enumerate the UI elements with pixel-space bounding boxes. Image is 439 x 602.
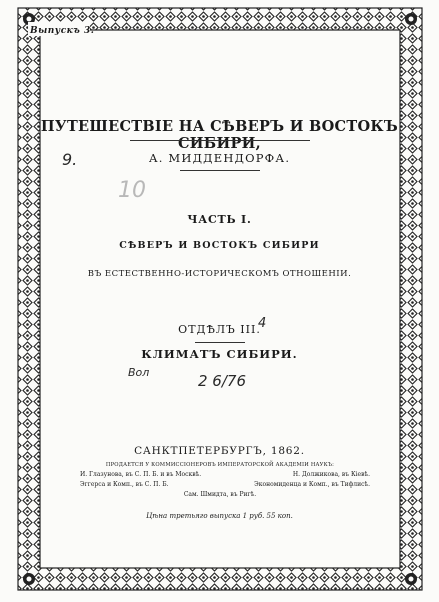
author-name: А. МИДДЕНДОРФА. [148, 151, 291, 165]
publisher-entry: Экономиденца и Комп., въ Тифлисѣ. [254, 481, 370, 488]
handwritten-section-number: 4 [258, 316, 267, 331]
part-heading: ЧАСТЬ I. [187, 213, 252, 226]
publisher-entry: Н. Должикова, въ Кіевѣ. [292, 471, 370, 478]
publishers-lead: ПРОДАЕТСЯ У КОММИССІОНЕРОВЪ ИМПЕРАТОРСКОЙ АКАДЕМІИ НАУКЪ: [105, 462, 335, 468]
divider-rule [195, 342, 245, 343]
publishers-row [70, 480, 370, 490]
publisher-entry: И. Глазунова, въ С. П. Б. и въ Москвѣ. [80, 471, 202, 478]
section-label: ОТДѢЛЪ [178, 323, 236, 336]
handwritten-call-number: 2 6/76 [198, 372, 246, 390]
part-subtitle: СѢВЕРЪ И ВОСТОКЪ СИБИРИ [119, 240, 320, 251]
section-heading [0, 323, 439, 336]
publisher-entry: Эггерса и Комп., въ С. П. Б. [80, 481, 169, 488]
book-title: ПУТЕШЕСТВІЕ НА СѢВЕРЪ И ВОСТОКЪ СИБИРИ, [40, 118, 399, 152]
pencil-mark: 10 [118, 178, 146, 203]
issue-label: Выпускъ 3. [30, 26, 95, 36]
section-title: КЛИМАТЪ СИБИРИ. [141, 347, 298, 361]
publisher-entry: Сам. Шмидта, въ Ригѣ. [183, 491, 257, 498]
handwritten-mark: 9. [62, 150, 78, 169]
publishers-block [70, 460, 370, 500]
imprint-city-year: САНКТПЕТЕРБУРГЪ, 1862. [134, 445, 305, 457]
publishers-row [70, 470, 370, 480]
price-line: Цѣна третьяго выпуска 1 руб. 55 коп. [146, 512, 293, 520]
divider-rule [130, 140, 310, 141]
handwritten-call-prefix: Вол [128, 366, 150, 379]
part-relation: ВЪ ЕСТЕСТВЕННО-ИСТОРИЧЕСКОМЪ ОТНОШЕНІИ. [87, 269, 352, 279]
divider-rule [180, 170, 260, 171]
section-number: III. [240, 323, 261, 336]
